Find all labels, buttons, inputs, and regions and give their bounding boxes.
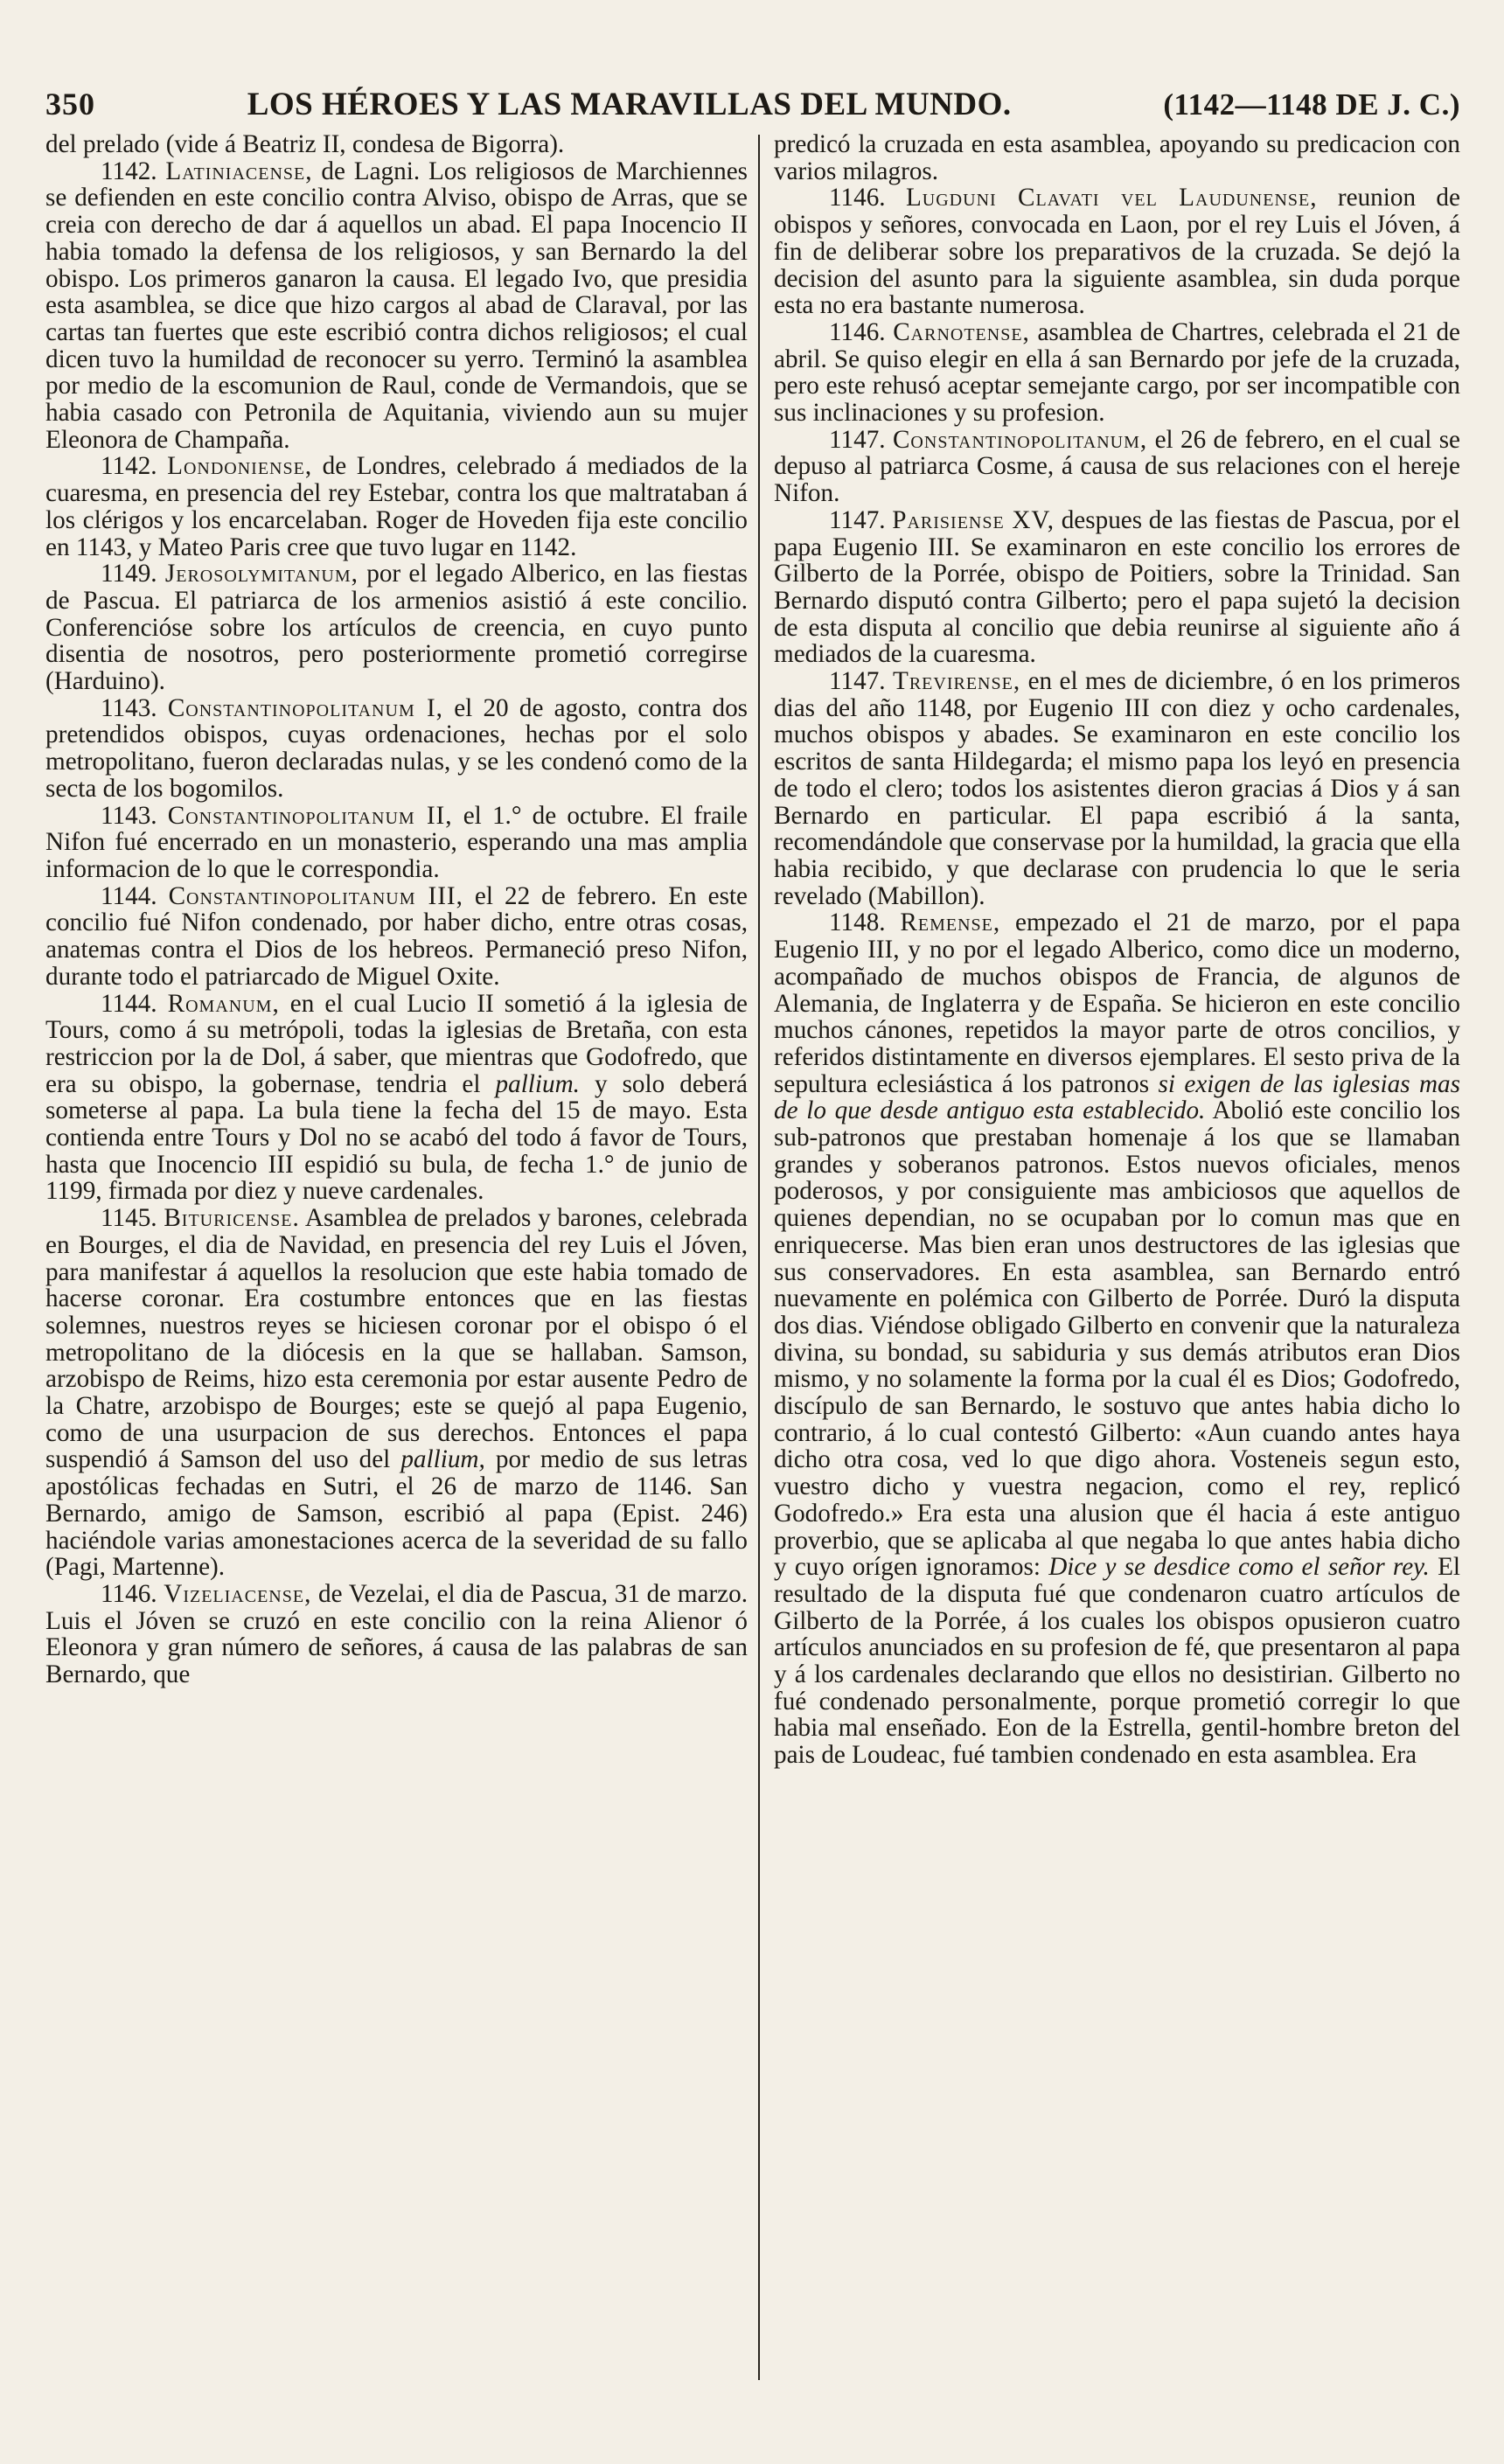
council-name: Carnotense, <box>893 317 1030 346</box>
entry-year: 1146. <box>101 1579 157 1608</box>
council-entry <box>45 1205 748 1581</box>
date-range: (1142—1148 DE J. C.) <box>1163 87 1460 122</box>
council-entry <box>774 507 1460 668</box>
council-entry <box>45 453 748 560</box>
entry-text: de Lagni. Los religiosos de Marchiennes se defienden en este concilio contra Alviso, obispo de Arras, que se creia con derecho de dar á aquellos un abad. El papa Inocencio II habia tomado la defensa de los religiosos, y san Bernardo la del obispo. Los primeros ganaron la causa. El legado Ivo, que presidia esta asamblea, se dice que hizo cargos al abad de Claraval, por las cartas tan fuertes que este escribió contra dichos religiosos; el cual dicen tuvo la humildad de reconocer su yerro. Terminó la asamblea por medio de la escomunion de Raul, conde de Vermandois, que se habia casado con Petronila de Aquitania, viviendo aun su mujer Eleonora de Champaña. <box>45 157 749 454</box>
entry-text: el 1.° de octubre. El fraile Nifon fué encerrado en un monasterio, esperando una mas amplia informacion de lo que le correspondia. <box>45 801 748 883</box>
italic-phrase: si exigen de las iglesias mas de lo que desde antiguo esta establecido. <box>774 1069 1461 1125</box>
council-name: Londoniense, <box>167 452 313 481</box>
entry-text: en el cual Lucio II sometió á la iglesia de Tours, como á su metrópoli, todas la iglesias de Bretaña, con esta restriccion por la de Dol, á saber, que mientras que Godofredo, que era su obispo, la gobernase, tendria el <box>45 989 749 1098</box>
entry-year: 1143. <box>101 693 157 722</box>
council-name: Constantinopolitanum II, <box>167 801 453 830</box>
italic-phrase: Dice y se desdice como el señor rey. <box>1048 1553 1430 1582</box>
entry-year: 1146. <box>829 317 886 346</box>
entry-text: de Londres, celebrado á mediados de la cuaresma, en presencia del rey Estebar, contra los que maltrataban á los clérigos y los encarcelaban. Roger de Hoveden fija este concilio en 1143, y Mateo Paris cree que tuvo lugar en 1142. <box>45 452 749 561</box>
entry-text: asamblea de Chartres, celebrada el 21 de abril. Se quiso elegir en ella á san Bernardo por jefe de la cruzada, pero este rehusó aceptar semejante cargo, por ser incompatible con sus inclinaciones y su profesion. <box>774 317 1460 428</box>
entry-year: 1148. <box>829 908 886 937</box>
council-name: Trevirense, <box>893 667 1021 696</box>
entry-text: Abolió este concilio los sub-patronos que prestaban homenaje á los que se llamaban grandes y soberanos patronos. Estos nuevos oficiales, menos poderosos, y por consiguiente mas ambiciosos que aquellos de quienes dependian, no se ocupaban por lo comun mas que en enriquecerse. Mas bien eran unos destructores de las iglesias que sus conservadores. En esta asamblea, san Bernardo entró nuevamente en polémica con Gilberto de Porrée. Duró la disputa dos dias. Viéndose obligado Gilberto en convenir que la naturaleza divina, su bondad, su sabiduria y sus demás atributos eran Dios mismo, y no solamente la forma por la cual él es Dios; Godofredo, discípulo de san Bernardo, le sostuvo que antes habia dicho lo contrario, á lo cual contestó Gilberto: «Aun cuando antes haya dicho otra cosa, ved lo que digo ahora. Vosteneis segun esto, vuestro dicho y vuestra negacion, como el rey, replicó Godofredo.» Era esta una alusion que él hacia á este antiguo proverbio, que se aplicaba al que negaba lo que antes habia dicho y cuyo orígen ignoramos: <box>774 1096 1461 1582</box>
entry-text: por el legado Alberico, en las fiestas de Pascua. El patriarca de los armenios asistió á este concilio. Conferencióse sobre los artículos de creencia, en cuyo punto disentia de nosotros, pero posteriormente prometió corregirse (Harduino). <box>45 560 749 696</box>
council-entry <box>45 991 748 1206</box>
council-name: Jerosolymitanum, <box>164 560 359 588</box>
entry-year: 1147. <box>829 425 886 454</box>
entry-text: por medio de sus letras apostólicas fechadas en Sutri, el 26 de marzo de 1146. San Bernardo, amigo de Samson, escribió al papa (Epist. 246) haciéndole varias amonestaciones acerca de la severidad de su fallo (Pagi, Martenne). <box>45 1445 749 1582</box>
council-entry <box>774 319 1460 427</box>
italic-phrase: pallium. <box>495 1069 580 1098</box>
council-entry <box>45 1581 748 1688</box>
book-title: LOS HÉROES Y LAS MARAVILLAS DEL MUNDO. <box>247 87 1012 122</box>
column-divider <box>758 135 760 2380</box>
entry-year: 1145. <box>101 1204 157 1233</box>
entry-text: reunion de obispos y señores, convocada en Laon, por el rey Luis el Jóven, á fin de deliberar sobre los preparativos de la cruzada. Se dejó la decision del asunto para la siguiente asamblea, sin duda porque esta no era bastante numerosa. <box>774 184 1460 320</box>
council-name: Parisiense XV, <box>892 505 1055 534</box>
council-name: Romanum, <box>167 989 280 1018</box>
council-entry <box>45 695 748 803</box>
council-name: Constantinopolitanum I, <box>167 693 443 722</box>
left-column <box>45 131 748 1688</box>
entry-text: Asamblea de prelados y barones, celebrada en Bourges, el dia de Navidad, en presencia del rey Luis el Jóven, para manifestar á aquellos la resolucion que este habia tomado de hacerse coronar. Era costumbre entonces que en las fiestas solemnes, nuestros reyes se hiciesen coronar por el obispo ó el metropolitano de la diócesis en la que se hallaban. Samson, arzobispo de Reims, hizo esta ceremonia por estar ausente Pedro de la Chatre, arzobispo de Bourges; este se quejó al papa Eugenio, como de una usurpacion de sus derechos. Entonces el papa suspendió á Samson del uso del <box>45 1204 749 1474</box>
entry-year: 1142. <box>101 452 157 481</box>
entry-year: 1142. <box>101 157 157 185</box>
running-header <box>45 86 1460 129</box>
entry-year: 1144. <box>101 881 157 910</box>
entry-text: de Vezelai, el dia de Pascua, 31 de marzo. Luis el Jóven se cruzó en este concilio con la reina Alienor ó Eleonora y gran número de señores, á causa de las palabras de san Bernardo, que <box>45 1579 749 1689</box>
entry-text: empezado el 21 de marzo, por el papa Eugenio III, y no por el legado Alberico, como dice un moderno, acompañado de muchos obispos de Francia, de algunos de Alemania, de Inglaterra y de España. Se hicieron en este concilio muchos cánones, repetidos la mayor parte de otros concilios, y referidos distintamente en diversos ejemplares. El sesto priva de la sepultura eclesiástica á los patronos <box>774 908 1461 1098</box>
entry-text: y solo deberá someterse al papa. La bula tiene la fecha del 15 de mayo. Esta contienda entre Tours y Dol no se acabó del todo á favor de Tours, hasta que Inocencio III espidió su bula, de fecha 1.° de junio de 1199, firmada por diez y nueve cardenales. <box>45 1069 749 1206</box>
council-name: Latiniacense, <box>165 157 313 185</box>
entry-year: 1143. <box>101 801 157 830</box>
italic-phrase: pallium, <box>400 1445 485 1474</box>
entry-text: el 26 de febrero, en el cual se depuso al patriarca Cosme, á causa de sus relaciones con el hereje Nifon. <box>774 425 1461 508</box>
council-name: Vizeliacense, <box>164 1579 312 1608</box>
council-entry <box>774 668 1460 909</box>
entry-text: del prelado (vide á Beatriz II, condesa de Bigorra). <box>45 130 565 158</box>
entry-text: predicó la cruzada en esta asamblea, apoyando su predicacion con varios milagros. <box>774 130 1460 185</box>
council-name: Remense, <box>900 908 1001 937</box>
council-name: Bituricense. <box>164 1204 300 1233</box>
council-entry <box>774 184 1460 319</box>
entry-year: 1146. <box>829 184 886 212</box>
continuation-paragraph <box>774 131 1460 184</box>
council-entry <box>45 803 748 883</box>
council-name: Constantinopolitanum III, <box>168 881 463 910</box>
entry-year: 1147. <box>829 505 886 534</box>
continuation-paragraph <box>45 131 748 158</box>
council-entry <box>774 427 1460 507</box>
entry-text: despues de las fiestas de Pascua, por el papa Eugenio III. Se examinaron en este concilio los errores de Gilberto de la Porrée, obispo de Poitiers, sobre la Trinidad. San Bernardo disputó contra Gilberto; pero el papa sujetó la decision de esta disputa al concilio que debia reunirse al siguiente año á mediados de la cuaresma. <box>774 505 1461 669</box>
entry-text: el 20 de agosto, contra dos pretendidos obispos, cuyas ordenaciones, hechas por el solo metropolitano, fueron declaradas nulas, y se les condenó como de la secta de los bogomilos. <box>45 693 749 803</box>
right-column <box>774 131 1460 1769</box>
council-entry <box>45 883 748 991</box>
council-entry <box>45 158 748 454</box>
council-entry <box>774 909 1460 1769</box>
council-name: Constantinopolitanum, <box>892 425 1148 454</box>
entry-text: en el mes de diciembre, ó en los primeros dias del año 1148, por Eugenio III con diez y ocho cardenales, muchos obispos y abades. Se examinaron en este concilio los escritos de santa Hildegarda; el mismo papa los leyó en presencia de todo el clero; todos los asistentes dieron gracias á Dios y á san Bernardo en particular. El papa escribió á la santa, recomendándole que conservase por la humildad, la gracia que ella habia recibido, y que declarase con prudencia lo que le seria revelado (Mabillon). <box>774 667 1461 910</box>
council-name: Lugduni Clavati vel Laudunense, <box>905 184 1318 212</box>
page-number: 350 <box>45 87 95 122</box>
council-entry <box>45 560 748 695</box>
entry-text: el 22 de febrero. En este concilio fué Nifon condenado, por haber dicho, entre otras cosas, anatemas contra el Dios de los hebreos. Permaneció preso Nifon, durante todo el patriarcado de Miguel Oxite. <box>45 881 748 991</box>
entry-year: 1147. <box>829 667 886 696</box>
entry-year: 1149. <box>101 560 157 588</box>
entry-year: 1144. <box>101 989 157 1018</box>
entry-text: El resultado de la disputa fué que condenaron cuatro artículos de Gilberto de la Porrée, á los cuales los obispos opusieron cuatro artículos anunciados en su profesion de fé, que presentaron al papa y á los cardenales declarando que ellos no desistirian. Gilberto no fué condenado personalmente, porque prometió corregir lo que habia mal enseñado. Eon de la Estrella, gentil-hombre breton del pais de Loudeac, fué tambien condenado en esta asamblea. Era <box>774 1553 1461 1770</box>
